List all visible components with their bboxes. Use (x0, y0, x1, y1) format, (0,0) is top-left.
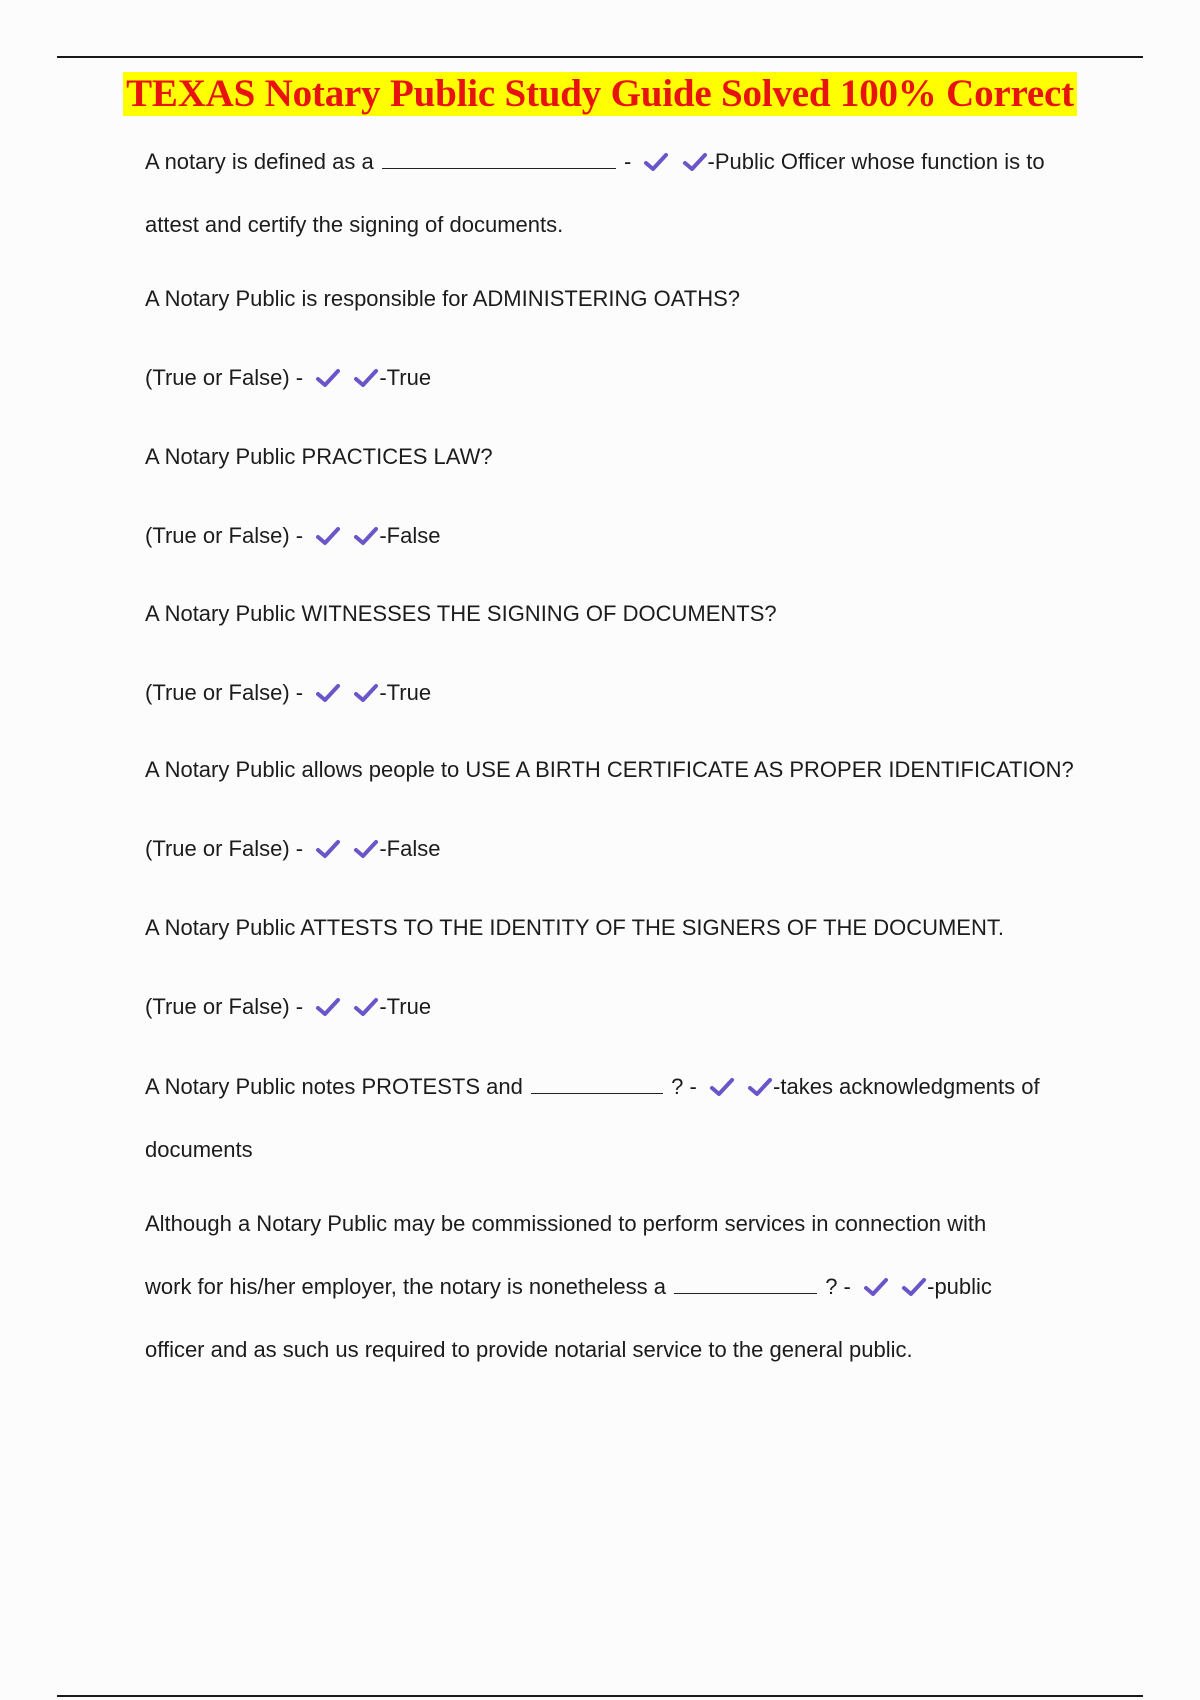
answer-7-line-2: documents (145, 1137, 253, 1162)
checkmark-icon (709, 1077, 735, 1097)
answer-blank (531, 1092, 663, 1094)
answer-5-text: -False (379, 836, 441, 861)
checkmark-icon (315, 526, 341, 546)
question-1-dash: - (623, 149, 632, 174)
checkmark-icon (747, 1077, 773, 1097)
bottom-rule (57, 1695, 1143, 1697)
checkmark-icon (682, 152, 708, 172)
checkmark-icon (353, 526, 379, 546)
top-rule (57, 56, 1143, 58)
page-title: TEXAS Notary Public Study Guide Solved 100% Correct (123, 72, 1077, 116)
answer-6-line (145, 993, 1080, 1021)
answer-3-text: -False (379, 523, 441, 548)
true-false-prompt: (True or False) - (145, 523, 304, 548)
question-2: A Notary Public is responsible for ADMINISTERING OATHS? (145, 286, 740, 311)
true-false-prompt: (True or False) - (145, 365, 304, 390)
answer-3-line (145, 522, 1080, 550)
true-false-prompt: (True or False) - (145, 680, 304, 705)
answer-5-line (145, 835, 1080, 863)
answer-2-line (145, 364, 1080, 392)
checkmark-icon (315, 368, 341, 388)
true-false-prompt: (True or False) - (145, 994, 304, 1019)
answer-1-text: -Public Officer whose function is to (707, 149, 1045, 174)
checkmark-icon (643, 152, 669, 172)
question-7-mark: ? - (671, 1074, 697, 1099)
question-8-line-1: Although a Notary Public may be commissioned to perform services in connection with (145, 1211, 987, 1236)
answer-blank (382, 167, 616, 169)
question-1-text: A notary is defined as a (145, 149, 374, 174)
answer-8-line-3: officer and as such us required to provide notarial service to the general public. (145, 1337, 913, 1362)
question-7-line-1 (145, 1073, 1080, 1101)
checkmark-icon (353, 368, 379, 388)
checkmark-icon (901, 1277, 927, 1297)
answer-blank (674, 1292, 817, 1294)
checkmark-icon (353, 683, 379, 703)
checkmark-icon (353, 997, 379, 1017)
answer-6-text: -True (379, 994, 432, 1019)
question-5: A Notary Public allows people to USE A BIRTH CERTIFICATE AS PROPER IDENTIFICATION? (145, 757, 1074, 782)
answer-8-text: -public (927, 1274, 992, 1299)
checkmark-icon (315, 997, 341, 1017)
checkmark-icon (315, 683, 341, 703)
question-8-line-2 (145, 1273, 1080, 1301)
true-false-prompt: (True or False) - (145, 836, 304, 861)
checkmark-icon (863, 1277, 889, 1297)
question-7-text: A Notary Public notes PROTESTS and (145, 1074, 523, 1099)
question-8-mark: ? - (825, 1274, 851, 1299)
title-container (0, 72, 1200, 116)
question-6: A Notary Public ATTESTS TO THE IDENTITY OF THE SIGNERS OF THE DOCUMENT. (145, 915, 1004, 940)
answer-4-line (145, 679, 1080, 707)
answer-4-text: -True (379, 680, 432, 705)
answer-7-text: -takes acknowledgments of (773, 1074, 1040, 1099)
question-4: A Notary Public WITNESSES THE SIGNING OF DOCUMENTS? (145, 601, 777, 626)
checkmark-icon (315, 839, 341, 859)
question-8-text: work for his/her employer, the notary is nonetheless a (145, 1274, 666, 1299)
answer-1-line-2: attest and certify the signing of documents. (145, 212, 564, 237)
question-3: A Notary Public PRACTICES LAW? (145, 444, 493, 469)
checkmark-icon (353, 839, 379, 859)
answer-2-text: -True (379, 365, 432, 390)
question-1-line-1 (145, 148, 1080, 176)
